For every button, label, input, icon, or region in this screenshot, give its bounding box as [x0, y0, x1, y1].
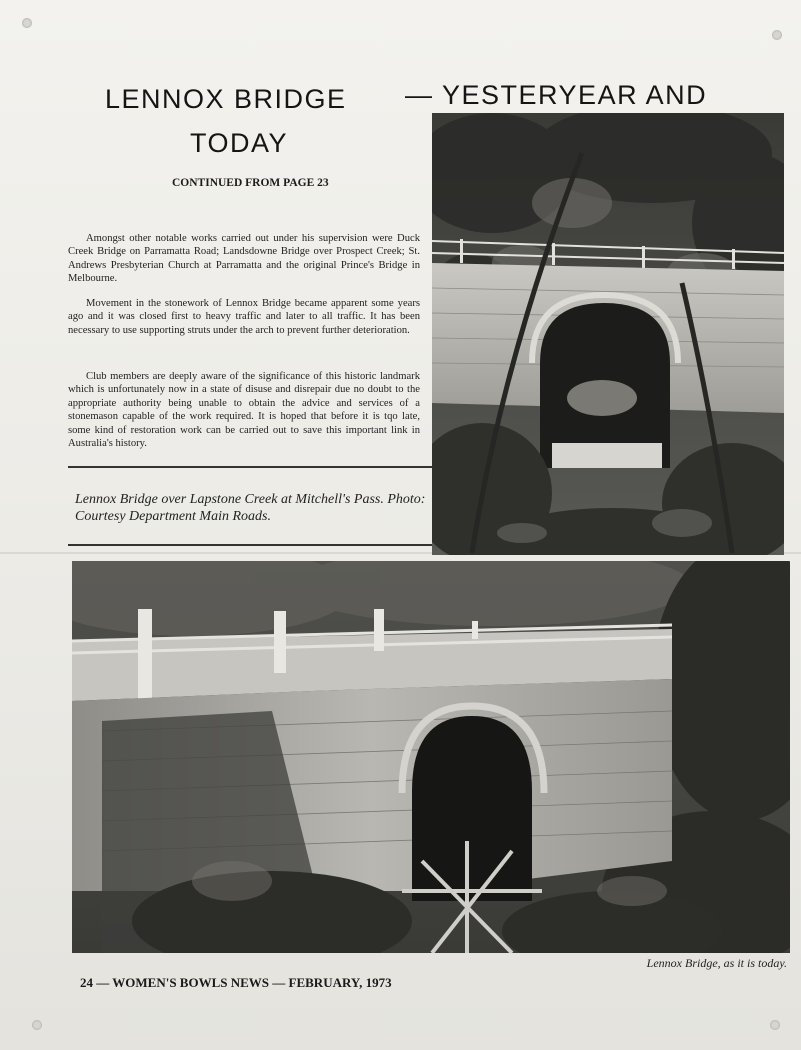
pin-mark [32, 1020, 42, 1030]
continued-note: CONTINUED FROM PAGE 23 [172, 177, 329, 189]
bridge-photo-historic [432, 113, 784, 555]
headline-line2: TODAY [190, 128, 289, 158]
photo-caption-bottom: Lennox Bridge, as it is today. [646, 956, 787, 970]
photo-caption-top: Lennox Bridge over Lapstone Creek at Mitchell's Pass. Photo: Courtesy Department Main Roads. [75, 492, 426, 524]
article-paragraph: Amongst other notable works carried out under his supervision were Duck Creek Bridge on Parramatta Road; Landsdowne Bridge over Prospect Creek; St. Andrews Presbyterian Church at Parramatta and the original Prince's Bridge in Melbourne. [68, 233, 420, 285]
pin-mark [22, 18, 32, 28]
article-paragraph: Movement in the stonework of Lennox Bridge became apparent some years ago and it was closed first to heavy traffic and later to all traffic. It has been necessary to use supporting struts under the arch to prevent further deterioration. [68, 298, 420, 336]
headline-right: — YESTERYEAR AND [405, 80, 708, 110]
pin-mark [770, 1020, 780, 1030]
headline-left: LENNOX BRIDGE [105, 84, 347, 114]
divider-rule [68, 466, 435, 468]
pin-mark [772, 30, 782, 40]
bridge-photo-today [72, 561, 790, 953]
divider-rule [68, 544, 435, 546]
page-footer: 24 — WOMEN'S BOWLS NEWS — FEBRUARY, 1973 [80, 975, 392, 990]
article-paragraph: Club members are deeply aware of the significance of this historic landmark which is unfortunately now in a state of disuse and disrepair due no doubt to the appropriate authority being unable to obtain the advice and services of a stonemason capable of the work required. It is hoped that before it is tqo late, some kind of restoration work can be carried out to save this important link in Australia's history. [68, 371, 420, 450]
